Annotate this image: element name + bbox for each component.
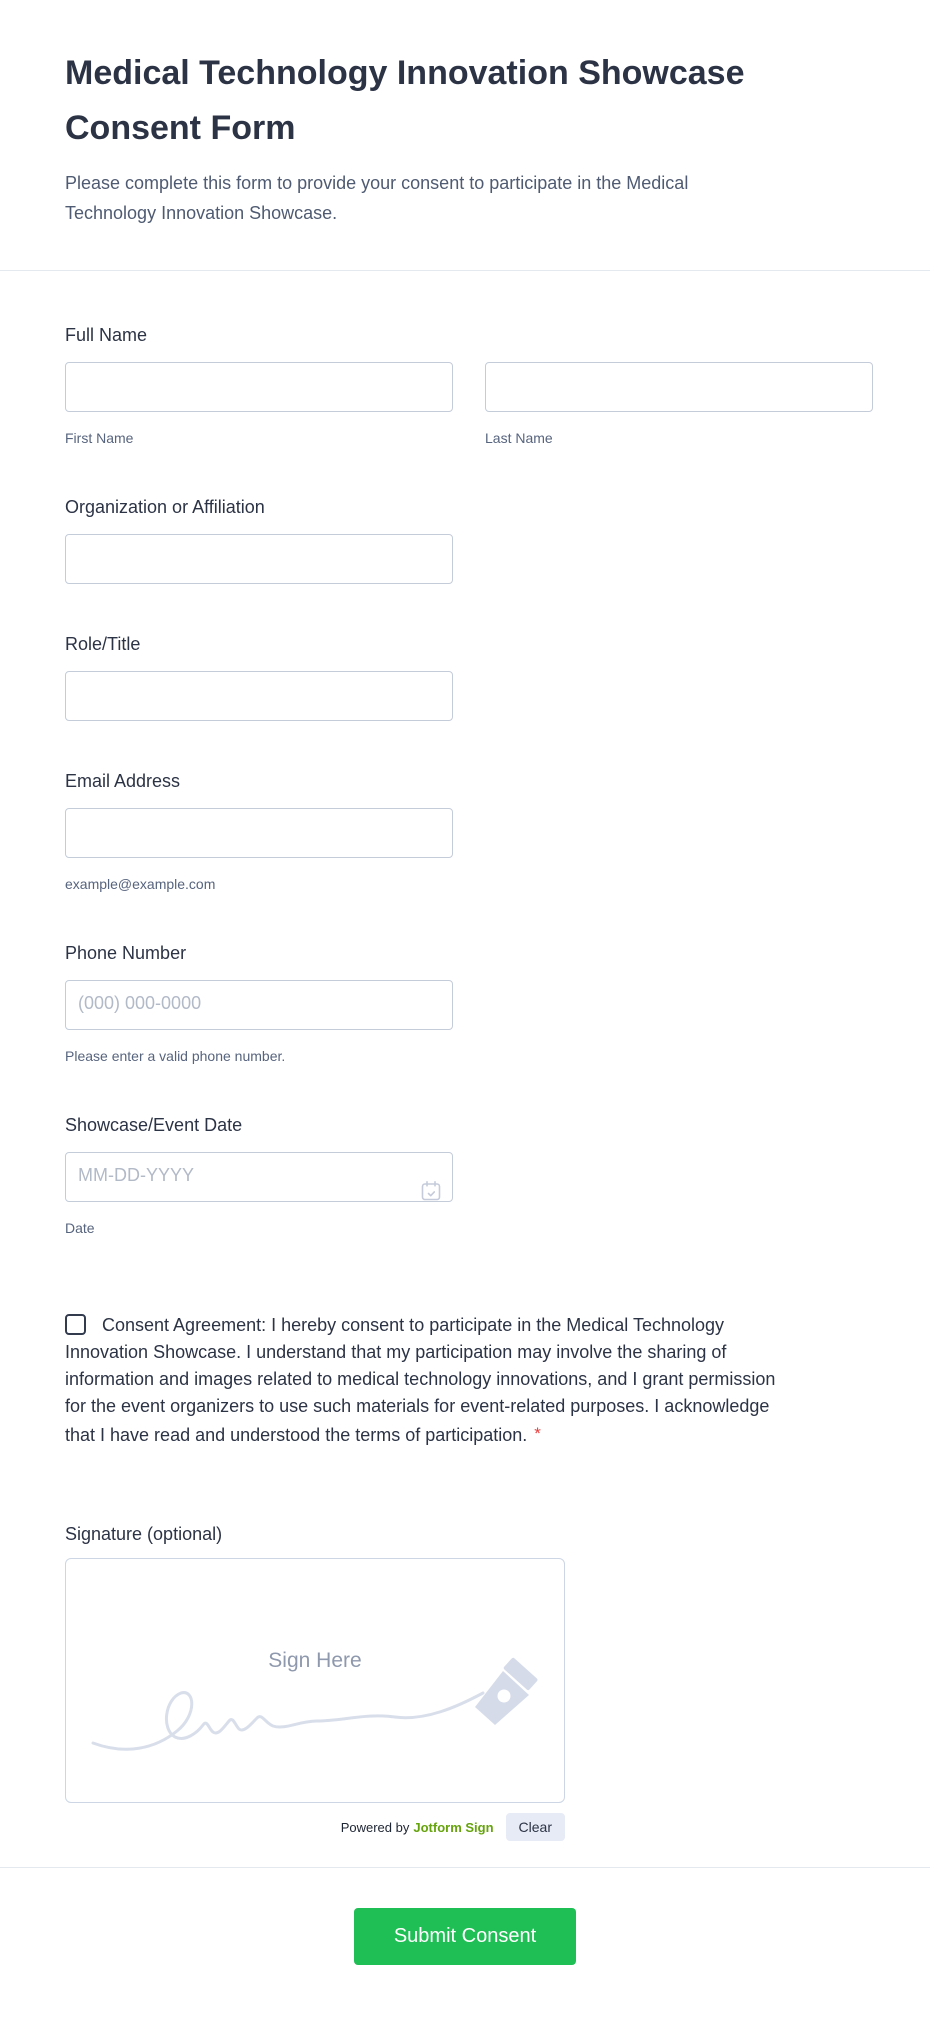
event-date-field xyxy=(65,1113,872,1237)
form-subtitle: Please complete this form to provide your consent to participate in the Medical Technology Innovation Showcase. xyxy=(65,173,689,223)
first-name-sublabel: First Name xyxy=(65,430,134,446)
event-date-sublabel: Date xyxy=(65,1220,95,1236)
last-name-input[interactable] xyxy=(485,362,873,412)
calendar-picker-button[interactable] xyxy=(419,1179,443,1203)
powered-by-text: Powered by xyxy=(340,1819,410,1835)
full-name-field xyxy=(65,323,872,447)
email-label: Email Address xyxy=(65,771,181,791)
event-date-label: Showcase/Event Date xyxy=(65,1115,243,1135)
form-title: Medical Technology Innovation Showcase Consent Form xyxy=(65,54,745,147)
header-divider xyxy=(0,270,930,271)
required-asterisk: * xyxy=(534,1424,541,1443)
email-sublabel: example@example.com xyxy=(65,876,216,892)
last-name-sublabel: Last Name xyxy=(485,430,553,446)
consent-checkbox[interactable] xyxy=(65,1314,86,1335)
phone-field xyxy=(65,941,872,1065)
phone-sublabel: Please enter a valid phone number. xyxy=(65,1048,286,1064)
role-input[interactable] xyxy=(65,671,453,721)
signature-label: Signature (optional) xyxy=(65,1524,223,1544)
organization-field xyxy=(65,495,872,584)
consent-agreement[interactable] xyxy=(65,1312,795,1449)
first-name-input[interactable] xyxy=(65,362,453,412)
phone-label: Phone Number xyxy=(65,943,187,963)
footer-divider xyxy=(0,1867,930,1868)
organization-input[interactable] xyxy=(65,534,453,584)
sign-here-placeholder: Sign Here xyxy=(268,1649,362,1672)
signature-pad[interactable] xyxy=(65,1558,565,1803)
signature-clear-button[interactable]: Clear xyxy=(506,1813,565,1841)
organization-label: Organization or Affiliation xyxy=(65,497,265,517)
form-body xyxy=(0,323,930,1841)
calendar-check-icon xyxy=(419,1191,443,1206)
event-date-input[interactable] xyxy=(65,1152,453,1202)
phone-input[interactable] xyxy=(65,980,453,1030)
submit-consent-button[interactable]: Submit Consent xyxy=(354,1908,576,1965)
form-header xyxy=(0,0,930,270)
jotform-sign-brand: Jotform Sign xyxy=(413,1819,494,1835)
submit-area xyxy=(0,1908,930,2016)
email-input[interactable] xyxy=(65,808,453,858)
consent-text: Consent Agreement: I hereby consent to participate in the Medical Technology Innovation Showcase. I understand that my participation may involve the sharing of information and images related to medical technology innovations, and I grant permission for the event organizers to use such materials for event-related purposes. I acknowledge that I have read and understood the terms of participation. xyxy=(65,1315,776,1445)
role-label: Role/Title xyxy=(65,634,141,654)
signature-field xyxy=(65,1522,872,1841)
email-field xyxy=(65,769,872,893)
full-name-label: Full Name xyxy=(65,325,148,345)
role-field xyxy=(65,632,872,721)
